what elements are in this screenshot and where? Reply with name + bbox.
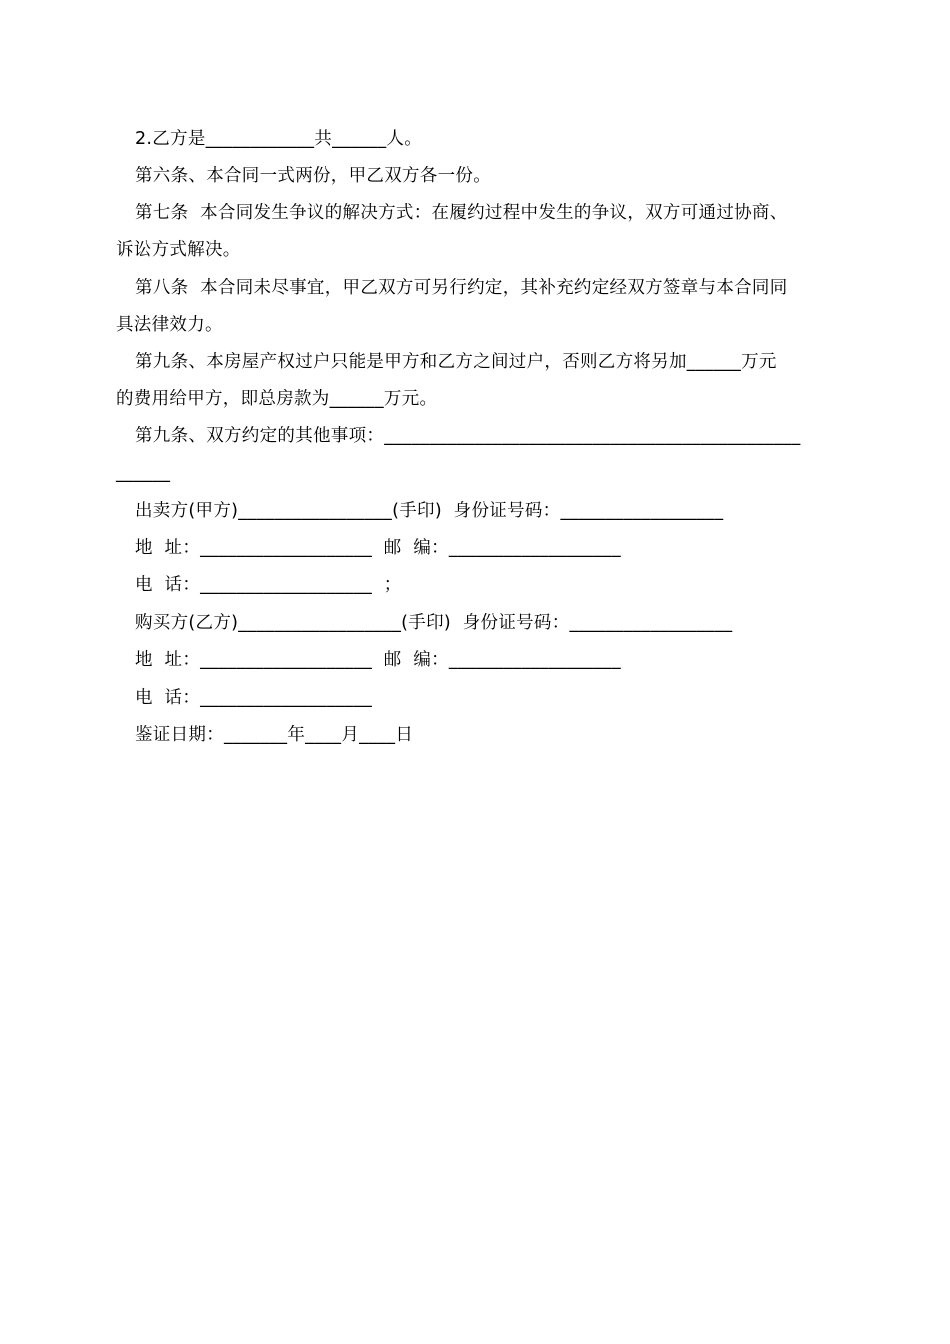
clause-9-transfer-line-2: 的费用给甲方，即总房款为______万元。 (116, 389, 438, 409)
clause-7-line-2: 诉讼方式解决。 (116, 240, 241, 260)
clause-8-line-2: 具法律效力。 (116, 315, 223, 335)
verification-date: 鉴证日期：_______年____月____日 (135, 725, 414, 745)
buyer-signature: 购买方(乙方)__________________(手印) 身份证号码：__________________ (135, 613, 733, 633)
clause-party-b-count: 2.乙方是____________共______人。 (135, 129, 422, 149)
buyer-address-postcode: 地 址：___________________ 邮 编：___________________ (135, 650, 621, 670)
clause-8-line-1: 第八条 本合同未尽事宜，甲乙双方可另行约定，其补充约定经双方签章与本合同同 (135, 278, 788, 298)
seller-signature: 出卖方(甲方)_________________(手印) 身份证号码：__________________ (135, 501, 724, 521)
clause-9-other-line-2: ______ (116, 463, 171, 483)
clause-9-transfer-line-1: 第九条、本房屋产权过户只能是甲方和乙方之间过户，否则乙方将另加______万元 (135, 352, 777, 372)
clause-7-line-1: 第七条 本合同发生争议的解决方式：在履约过程中发生的争议，双方可通过协商、 (135, 203, 788, 223)
seller-phone: 电 话：___________________ ； (135, 575, 402, 595)
buyer-phone: 电 话：___________________ (135, 688, 373, 708)
clause-9-other-line-1: 第九条、双方约定的其他事项：______________________________________________ (135, 426, 801, 446)
clause-6: 第六条、本合同一式两份，甲乙双方各一份。 (135, 166, 491, 186)
seller-address-postcode: 地 址：___________________ 邮 编：___________________ (135, 538, 621, 558)
